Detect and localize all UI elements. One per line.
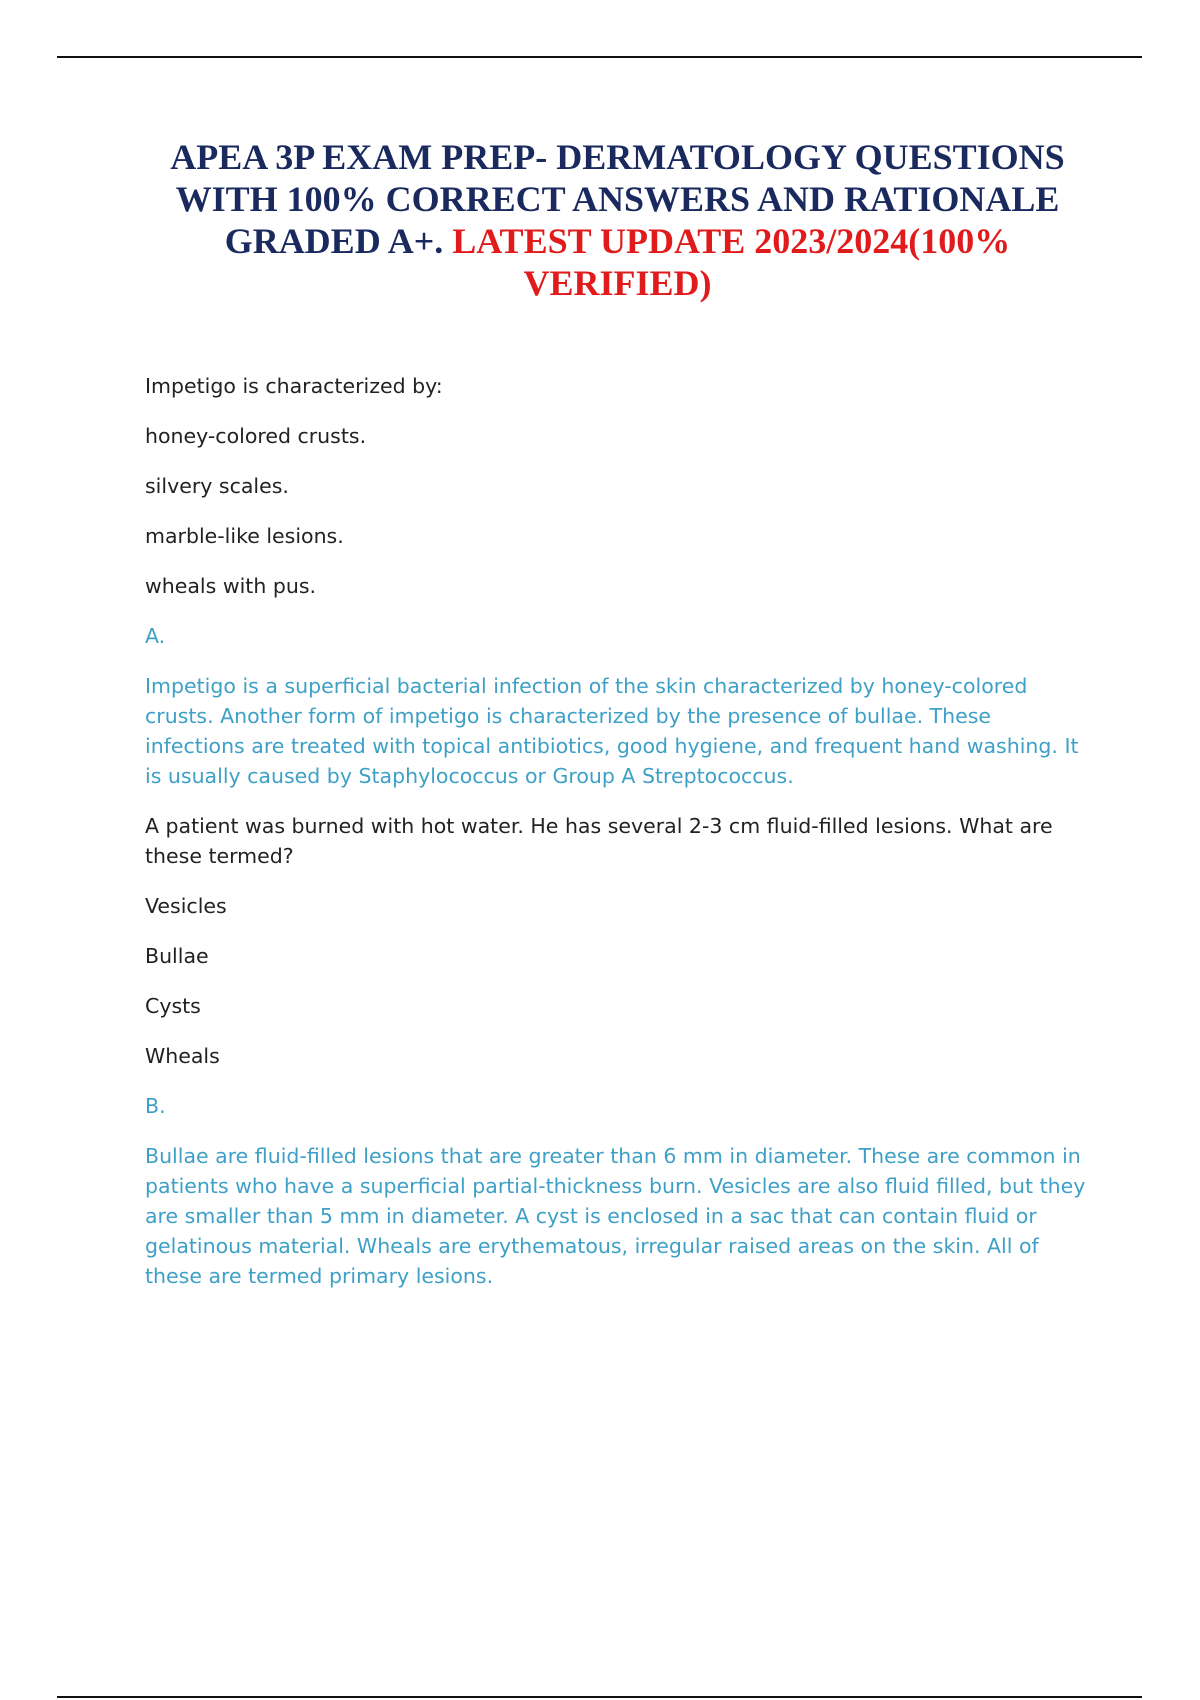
question-1	[145, 371, 1090, 791]
answer-rationale: Impetigo is a superficial bacterial infection of the skin characterized by honey-colored crusts. Another form of impetigo is characterized by the presence of bullae. These infections are treated with topical antibiotics, good hygiene, and frequent hand washing. It is usually caused by Staphylococcus or Group A Streptococcus.	[145, 674, 1079, 788]
option-d: wheals with pus.	[145, 574, 317, 598]
option-b: Bullae	[145, 944, 209, 968]
option-d: Wheals	[145, 1044, 220, 1068]
question-prompt: Impetigo is characterized by:	[145, 374, 443, 398]
document-title	[150, 136, 1085, 304]
option-a: Vesicles	[145, 894, 227, 918]
title-accent: LATEST UPDATE 2023/2024(100% VERIFIED)	[452, 221, 1011, 303]
answer-rationale: Bullae are fluid-filled lesions that are greater than 6 mm in diameter. These are common in patients who have a superficial partial-thickness burn. Vesicles are also fluid filled, but they are smaller than 5 mm in diameter. A cyst is enclosed in a sac that can contain fluid or gelatinous material. Wheals are erythematous, irregular raised areas on the skin. All of these are termed primary lesions.	[145, 1144, 1086, 1288]
bottom-rule	[57, 1696, 1142, 1698]
answer-letter: B.	[145, 1094, 166, 1118]
title-main: APEA 3P EXAM PREP- DERMATOLOGY QUESTIONS WITH 100% CORRECT ANSWERS AND RATIONALE GRADED A+.	[170, 137, 1065, 261]
question-2	[145, 811, 1090, 1291]
answer-letter: A.	[145, 624, 166, 648]
top-rule	[57, 56, 1142, 58]
questions-section	[145, 371, 1090, 1311]
option-c: Cysts	[145, 994, 201, 1018]
option-b: silvery scales.	[145, 474, 289, 498]
question-prompt: A patient was burned with hot water. He has several 2-3 cm fluid-filled lesions. What are these termed?	[145, 814, 1053, 868]
option-a: honey-colored crusts.	[145, 424, 367, 448]
option-c: marble-like lesions.	[145, 524, 344, 548]
